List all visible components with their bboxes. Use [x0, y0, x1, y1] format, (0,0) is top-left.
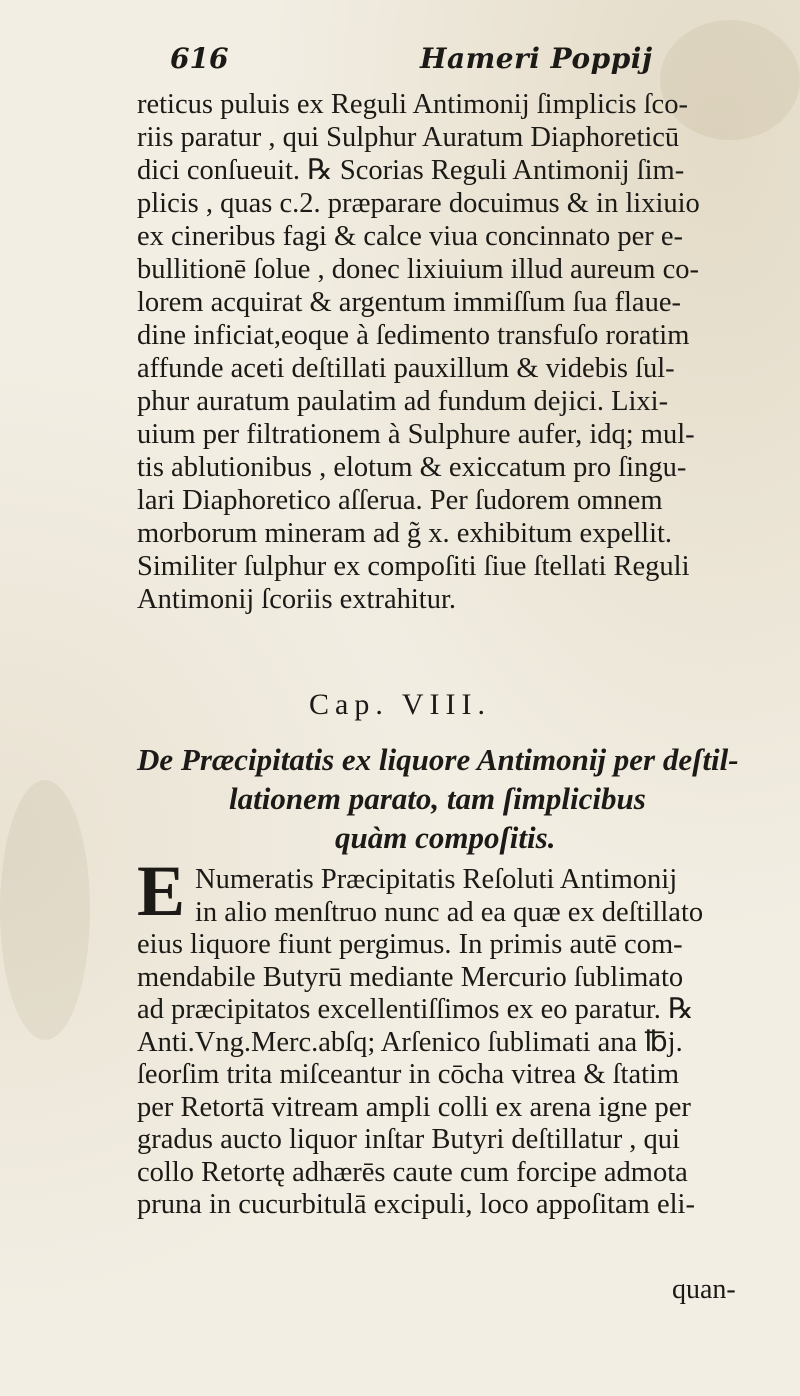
text-line: mendabile Butyrū mediante Mercurio ſublimato: [137, 961, 684, 993]
text-line: pruna in cucurbitulā excipuli, loco appoſitam eli-: [137, 1189, 695, 1220]
text-line: reticus puluis ex Reguli Antimonij ſimplicis ſco-: [137, 89, 688, 120]
text-line: phur auratum paulatim ad fundum dejici. Lixi-: [137, 386, 669, 417]
text-line: lorem acquirat & argentum immiſſum ſua flaue-: [137, 287, 681, 318]
text-line: in alio menſtruo nunc ad ea quæ ex deſtillato: [195, 896, 704, 928]
text-line: riis paratur , qui Sulphur Auratum Diaphoreticū: [137, 122, 680, 153]
chapter-title: [137, 740, 777, 857]
body-paragraph: [137, 88, 777, 616]
section-paragraph: [137, 851, 777, 1222]
text-line: per Retortā vitream ampli colli ex arena igne per: [137, 1091, 691, 1123]
text-line: gradus aucto liquor inſtar Butyri deſtillatur , qui: [137, 1124, 680, 1155]
text-line: morborum mineram ad g̃ x. exhibitum expellit.: [137, 518, 673, 549]
page-number: 616: [170, 42, 229, 75]
text-line: dine inficiat,eoque à ſedimento transfuſo roratim: [137, 320, 690, 351]
catchword: quan-: [672, 1274, 736, 1305]
text-line: Antimonij ſcoriis extrahitur.: [137, 584, 456, 615]
text-line: lari Diaphoretico aſſerua. Per ſudorem omnem: [137, 485, 663, 516]
text-line: eius liquore fiunt pergimus. In primis autē com-: [137, 929, 683, 960]
text-line: dici conſueuit. ℞ Scorias Reguli Antimonij ſim-: [137, 155, 685, 186]
paper-stain: [0, 780, 90, 1040]
drop-cap: E: [137, 851, 186, 931]
text-line: Numeratis Præcipitatis Reſoluti Antimonij: [195, 864, 678, 895]
text-line: bullitionē ſolue , donec lixiuium illud aureum co-: [137, 254, 699, 285]
text-line: tis ablutionibus , elotum & exiccatum pro ſingu-: [137, 452, 687, 483]
text-line: ad præcipitatos excellentiſſimos ex eo paratur. ℞: [137, 994, 694, 1025]
chapter-title-line: De Præcipitatis ex liquore Antimonij per deſtil-: [137, 742, 739, 777]
chapter-title-line: quàm compoſitis.: [335, 820, 556, 855]
chapter-heading: Cap. VIII.: [309, 688, 491, 721]
chapter-title-line: lationem parato, tam ſimplicibus: [229, 781, 646, 816]
text-line: Similiter ſulphur ex compoſiti ſiue ſtellati Reguli: [137, 551, 690, 582]
text-line: ſeorſim trita miſceantur in cōcha vitrea & ſtatim: [137, 1059, 680, 1090]
text-line: affunde aceti deſtillati pauxillum & videbis ſul-: [137, 353, 675, 384]
text-line: plicis , quas c.2. præparare docuimus & in lixiuio: [137, 188, 700, 219]
text-line: ex cineribus fagi & calce viua concinnato per e-: [137, 221, 683, 252]
text-line: Anti.Vng.Merc.abſq; Arſenico ſublimati ana ℔j.: [137, 1026, 683, 1058]
text-line: collo Retortę adhærēs caute cum forcipe admota: [137, 1156, 688, 1188]
page-header: [170, 42, 730, 82]
running-head: Hameri Poppij: [420, 42, 653, 75]
text-line: uium per filtrationem à Sulphure aufer, idq; mul-: [137, 419, 695, 450]
